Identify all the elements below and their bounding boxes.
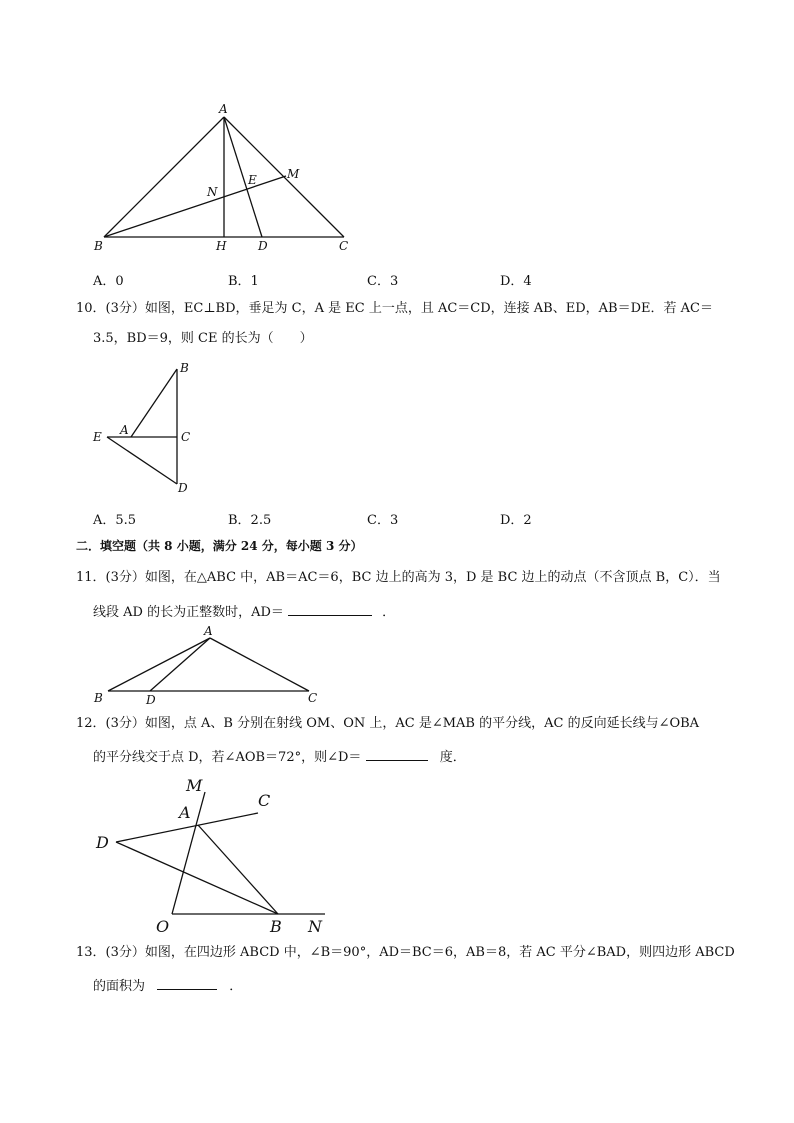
q11-figure-svg xyxy=(90,622,330,710)
q10-figure-svg xyxy=(88,358,208,498)
q10-label-b: B xyxy=(180,361,189,375)
q11-text-line1: 11．(3分）如图，在△ABC 中，AB＝AC＝6，BC 边上的高为 3，D 是 BC 边上的动点（不含顶点 B，C）．当 xyxy=(76,570,721,585)
q10-text-line1: 10．(3分）如图，EC⊥BD，垂足为 C，A 是 EC 上一点，且 AC＝CD，连接 AB、ED，AB＝DE．若 AC＝ xyxy=(76,301,713,316)
q10-label-d: D xyxy=(178,481,188,495)
q9-figure-svg xyxy=(80,100,380,260)
q9-label-n: N xyxy=(207,185,218,199)
q9-option-c: C．3 xyxy=(367,274,399,289)
q10-label-a: A xyxy=(120,423,129,437)
q10-option-b: B．2.5 xyxy=(228,513,272,528)
q12-answer-blank[interactable] xyxy=(366,748,428,761)
q12-text-line1: 12．(3分）如图，点 A、B 分别在射线 OM、ON 上，AC 是∠MAB 的平分线，AC 的反向延长线与∠OBA xyxy=(76,716,700,731)
q10-text-line2: 3.5，BD＝9，则 CE 的长为（ ） xyxy=(93,331,313,346)
q9-option-b: B．1 xyxy=(228,274,259,289)
q9-label-m: M xyxy=(287,167,300,181)
q11-figure xyxy=(90,622,330,710)
q11-text-line2 xyxy=(93,603,395,621)
q12-label-n: N xyxy=(308,917,322,936)
q11-label-d: D xyxy=(146,693,156,707)
q10-line-ed xyxy=(107,437,177,484)
q11-label-a: A xyxy=(204,624,213,638)
q13-text-line1: 13．(3分）如图，在四边形 ABCD 中，∠B＝90°，AD＝BC＝6，AB＝8，若 AC 平分∠BAD，则四边形 ABCD xyxy=(76,945,735,960)
section-2-title: 二．填空题（共 8 小题，满分 24 分，每小题 3 分） xyxy=(76,539,363,553)
q12-label-a: A xyxy=(179,803,191,822)
q12-text-line2 xyxy=(93,748,466,766)
q10-option-d: D．2 xyxy=(500,513,532,528)
q11-line-ac xyxy=(210,638,309,691)
q12-label-b: B xyxy=(270,917,282,936)
q12-line-db xyxy=(116,842,278,914)
q12-text-line2-pre: 的平分线交于点 D，若∠AOB＝72°，则∠D＝ xyxy=(93,750,362,765)
q13-text-line2-pre: 的面积为 xyxy=(93,979,146,994)
q12-label-m: M xyxy=(186,776,203,795)
q10-figure xyxy=(88,358,208,498)
q12-text-line2-post: 度． xyxy=(439,750,466,765)
q13-answer-blank[interactable] xyxy=(157,977,217,990)
q12-figure-svg xyxy=(92,772,342,938)
q11-text-line2-post: ． xyxy=(382,605,396,620)
q9-label-c: C xyxy=(339,239,349,253)
q9-label-d: D xyxy=(258,239,268,253)
q13-text-line2-post: ． xyxy=(229,979,243,994)
q9-label-h: H xyxy=(216,239,227,253)
q9-figure xyxy=(80,100,380,260)
q9-label-a: A xyxy=(219,102,228,116)
q9-label-b: B xyxy=(94,239,103,253)
q10-line-ab xyxy=(131,369,177,437)
q10-option-a: A．5.5 xyxy=(93,513,137,528)
q10-label-e: E xyxy=(93,430,102,444)
q9-line-ab xyxy=(104,117,224,237)
q9-label-e: E xyxy=(248,173,257,187)
q9-option-d: D．4 xyxy=(500,274,532,289)
q11-text-line2-pre: 线段 AD 的长为正整数时，AD＝ xyxy=(93,605,284,620)
q12-label-o: O xyxy=(156,917,170,936)
q11-label-b: B xyxy=(94,691,103,705)
q10-label-c: C xyxy=(181,430,191,444)
q11-answer-blank[interactable] xyxy=(288,603,372,616)
q12-label-d: D xyxy=(96,833,109,852)
q12-figure xyxy=(92,772,342,938)
q9-option-a: A．0 xyxy=(93,274,124,289)
q11-label-c: C xyxy=(308,691,318,705)
q10-option-c: C．3 xyxy=(367,513,399,528)
q12-line-ab xyxy=(198,825,278,914)
q13-text-line2 xyxy=(93,977,242,995)
q12-label-c: C xyxy=(258,791,271,810)
